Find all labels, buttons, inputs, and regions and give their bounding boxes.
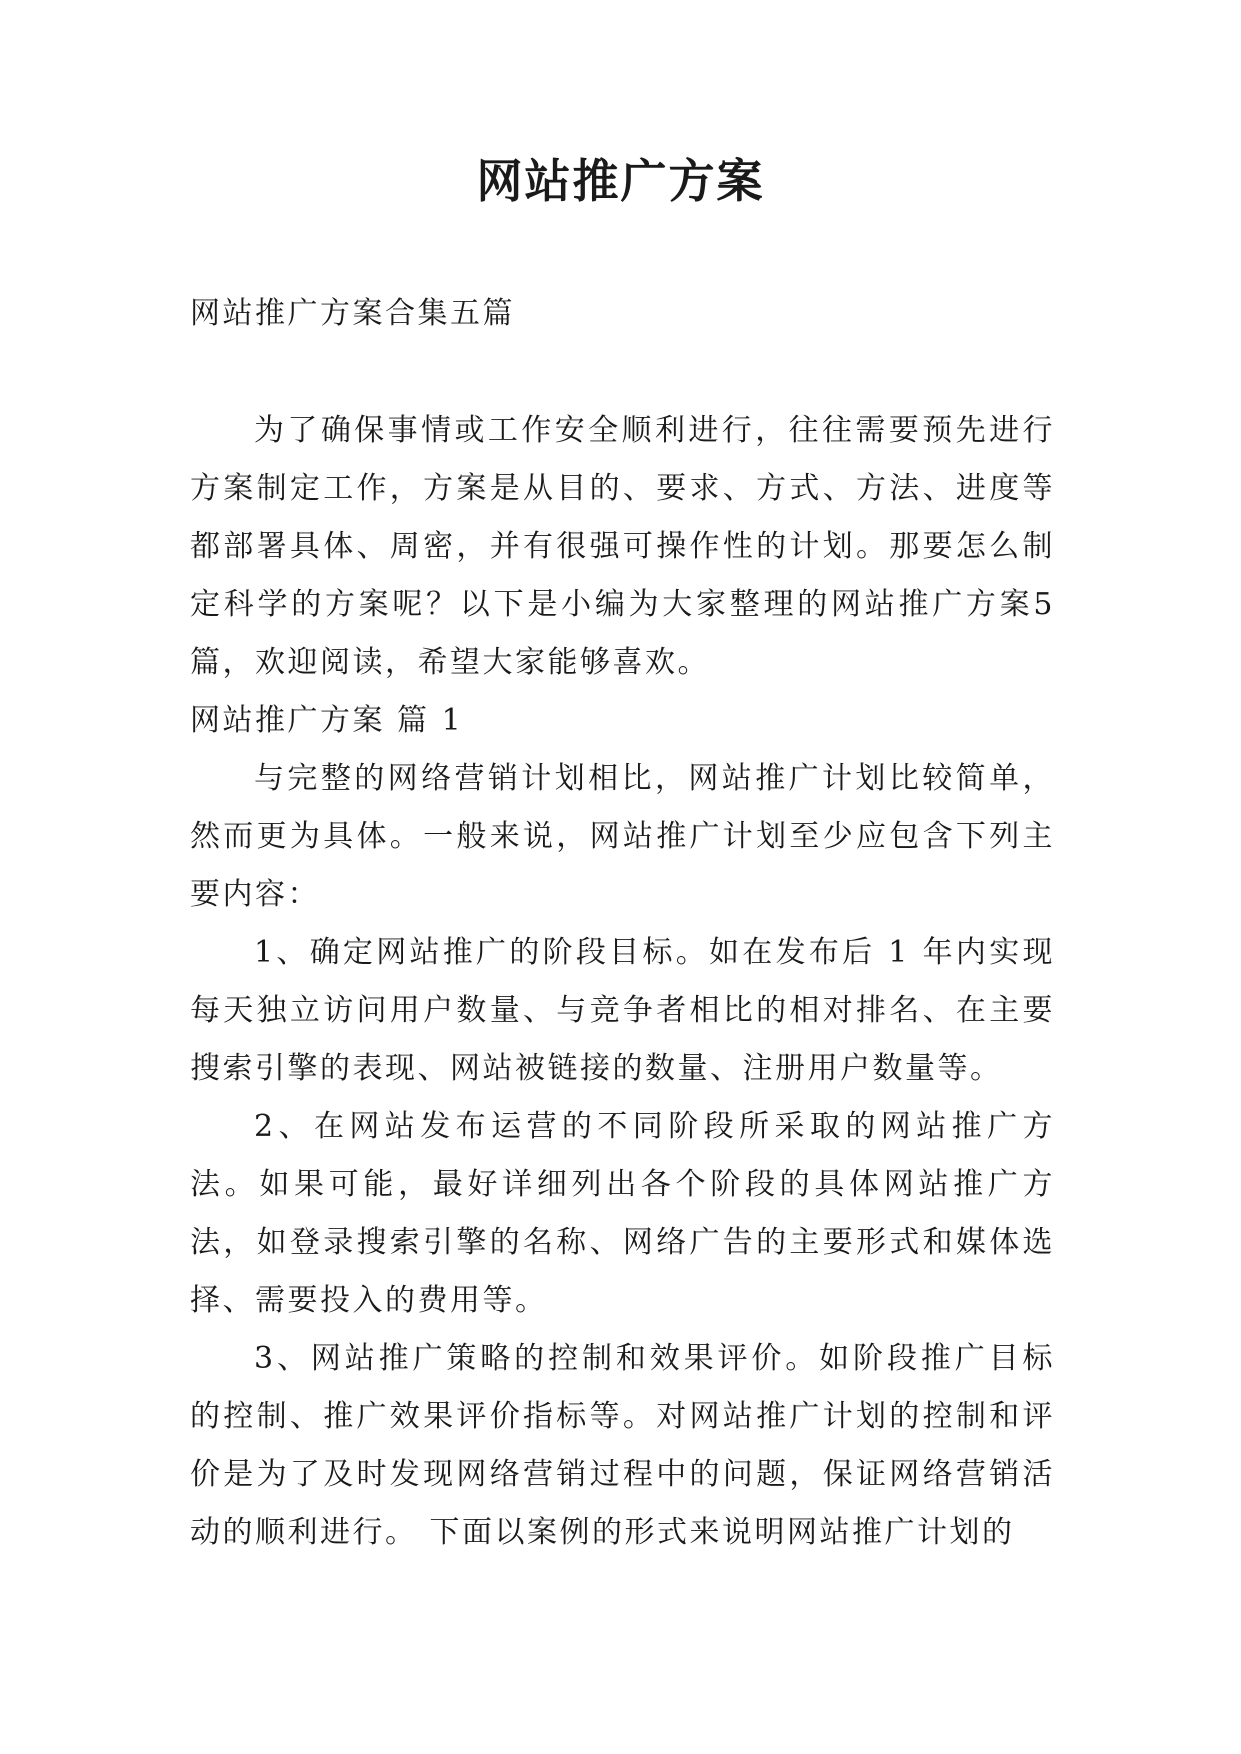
section-heading: 网站推广方案 篇 1	[190, 703, 464, 738]
intro-paragraph: 为了确保事情或工作安全顺利进行，往往需要预先进行方案制定工作，方案是从目的、要求、方式、方法、进度等都部署具体、周密，并有很强可操作性的计划。那要怎么制定科学的方案呢？以下是小编为大家整理的网站推广方案5篇，欢迎阅读，希望大家能够喜欢。	[190, 413, 1055, 680]
body-paragraph: 3、网站推广策略的控制和效果评价。如阶段推广目标的控制、推广效果评价指标等。对网站推广计划的控制和评价是为了及时发现网络营销过程中的问题，保证网络营销活动的顺利进行。 下面以案例的形式来说明网站推广计划的	[190, 1341, 1055, 1550]
document-title: 网站推广方案	[476, 154, 765, 208]
body-paragraph: 1、确定网站推广的阶段目标。如在发布后 1 年内实现每天独立访问用户数量、与竞争者相比的相对排名、在主要搜索引擎的表现、网站被链接的数量、注册用户数量等。	[190, 935, 1055, 1086]
document-body	[190, 285, 1055, 1562]
body-paragraph: 2、在网站发布运营的不同阶段所采取的网站推广方法。如果可能，最好详细列出各个阶段的具体网站推广方法，如登录搜索引擎的名称、网络广告的主要形式和媒体选择、需要投入的费用等。	[190, 1109, 1055, 1318]
body-paragraph: 与完整的网络营销计划相比，网站推广计划比较简单，然而更为具体。一般来说，网站推广计划至少应包含下列主要内容：	[190, 761, 1055, 912]
document-subtitle: 网站推广方案合集五篇	[190, 296, 515, 331]
